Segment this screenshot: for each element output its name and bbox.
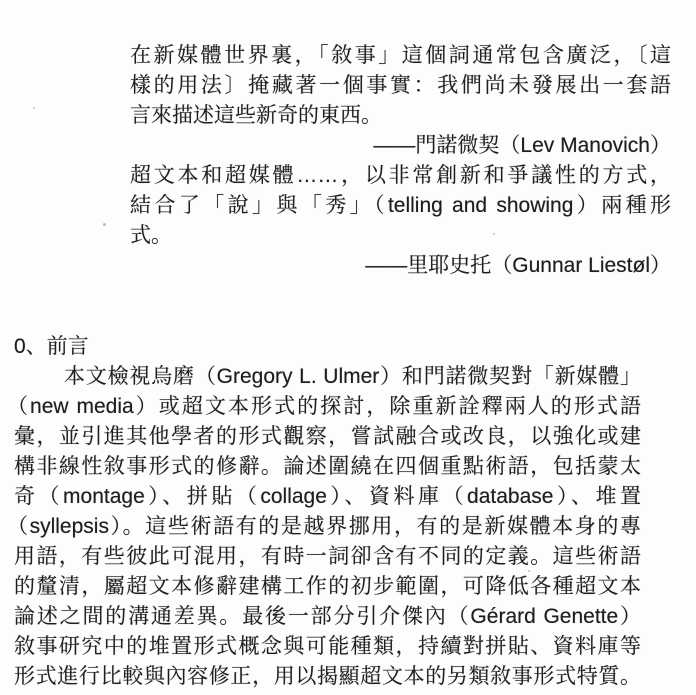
epigraph-line: 言來描述這些新奇的東西。 xyxy=(130,104,382,127)
scan-speck xyxy=(103,223,106,226)
body-line: 論述之間的溝通差異。最後一部分引介傑內（Gérard Genette） xyxy=(14,605,641,628)
epigraph-line: 式。 xyxy=(130,224,172,247)
scan-speck xyxy=(33,107,35,109)
body-line: （syllepsis）。這些術語有的是越界挪用，有的是新媒體本身的專 xyxy=(7,515,641,538)
body-paragraph xyxy=(7,362,641,692)
epigraph-line: 超文本和超媒體……，以非常創新和爭議性的方式， xyxy=(130,164,671,187)
body-line: 敘事研究中的堆置形式概念與可能種類，持續對拼貼、資料庫等 xyxy=(14,635,641,658)
body-line: 用語，有些彼此可混用，有時一詞卻含有不同的定義。這些術語 xyxy=(14,545,641,568)
scan-speck xyxy=(493,233,495,235)
epigraph-line: 結合了「說」與「秀」（telling and showing）兩種形 xyxy=(130,194,671,217)
epigraph-attribution: ——門諾微契（Lev Manovich） xyxy=(373,134,671,157)
scan-speck xyxy=(420,397,422,399)
body-line: 形式進行比較與內容修正，用以揭顯超文本的另類敘事形式特質。 xyxy=(14,665,641,688)
body-line: 本文檢視烏磨（Gregory L. Ulmer）和門諾微契對「新媒體」 xyxy=(64,365,641,388)
body-line: （new media）或超文本形式的探討，除重新詮釋兩人的形式語 xyxy=(7,395,641,418)
section-heading: 0、前言 xyxy=(14,335,89,358)
epigraph-line: 樣的用法〕掩藏著一個事實：我們尚未發展出一套語 xyxy=(130,74,671,97)
epigraph-liestol xyxy=(130,161,671,281)
epigraph-manovich xyxy=(130,41,671,161)
body-line: 的釐清，屬超文本修辭建構工作的初步範圍，可降低各種超文本 xyxy=(14,575,641,598)
scan-speck xyxy=(528,570,530,572)
epigraph-line: 在新媒體世界裏，「敘事」這個詞通常包含廣泛，〔這 xyxy=(130,44,671,67)
body-line: 奇（montage）、拼貼（collage）、資料庫（database）、堆置 xyxy=(14,485,641,508)
body-line: 構非線性敘事形式的修辭。論述圍繞在四個重點術語，包括蒙太 xyxy=(14,455,641,478)
body-line: 彙，並引進其他學者的形式觀察，嘗試融合或改良，以強化或建 xyxy=(14,425,641,448)
epigraph-attribution: ——里耶史托（Gunnar Liestøl） xyxy=(365,254,671,277)
